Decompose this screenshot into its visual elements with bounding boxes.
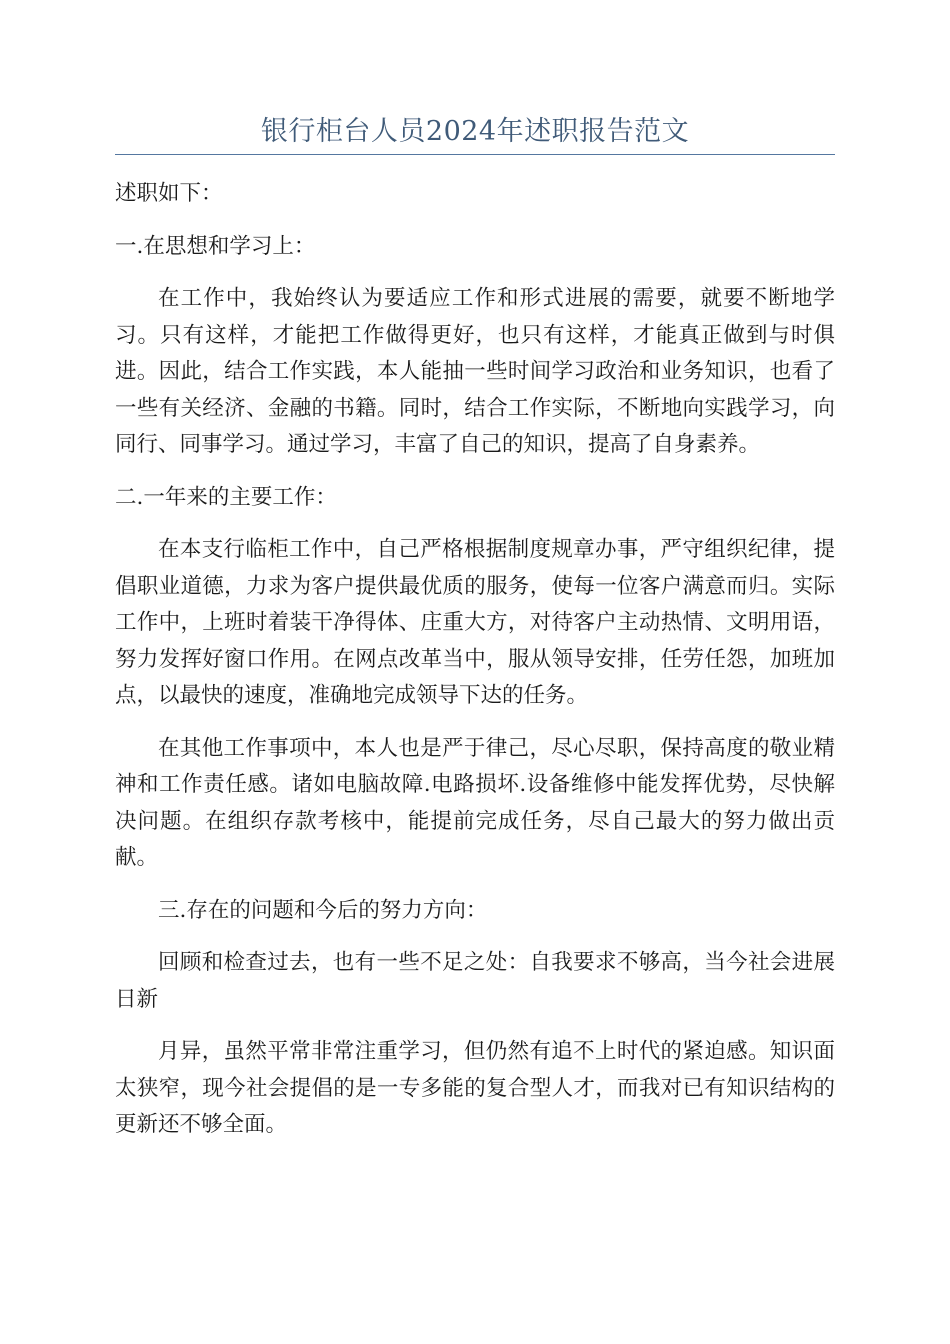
paragraph-study: 在工作中，我始终认为要适应工作和形式进展的需要，就要不断地学习。只有这样，才能把工作做得更好，也只有这样，才能真正做到与时俱进。因此，结合工作实践，本人能抽一些时间学习政治和业务知识，也看了一些有关经济、金融的书籍。同时，结合工作实际，不断地向实践学习，向同行、同事学习。通过学习，丰富了自己的知识，提高了自身素养。 [115,286,835,457]
title-underline [115,154,835,155]
paragraph-intro: 述职如下： [115,181,223,206]
heading-section-1: 一.在思想和学习上： [115,233,316,259]
paragraph-shortcomings-cont: 月异，虽然平常非常注重学习，但仍然有追不上时代的紧迫感。知识面太狭窄，现今社会提倡的是一专多能的复合型人才，而我对已有知识结构的更新还不够全面。 [115,1039,835,1137]
document-title: 银行柜台人员2024年述职报告范文 [260,116,690,147]
heading-section-2: 二.一年来的主要工作： [115,484,337,510]
paragraph-shortcomings: 回顾和检查过去，也有一些不足之处：自我要求不够高，当今社会进展日新 [115,950,835,1012]
paragraph-main-work: 在本支行临柜工作中，自己严格根据制度规章办事，严守组织纪律，提倡职业道德，力求为客户提供最优质的服务，使每一位客户满意而归。实际工作中，上班时着装干净得体、庄重大方，对待客户主动热情、文明用语，努力发挥好窗口作用。在网点改革当中，服从领导安排，任劳任怨，加班加点，以最快的速度，准确地完成领导下达的任务。 [115,537,835,708]
heading-section-3: 三.存在的问题和今后的努力方向： [158,897,488,923]
document-body [115,176,835,1160]
paragraph-other-work: 在其他工作事项中，本人也是严于律己，尽心尽职，保持高度的敬业精神和工作责任感。诸如电脑故障.电路损坏.设备维修中能发挥优势，尽快解决问题。在组织存款考核中，能提前完成任务，尽自己最大的努力做出贡献。 [115,735,835,870]
